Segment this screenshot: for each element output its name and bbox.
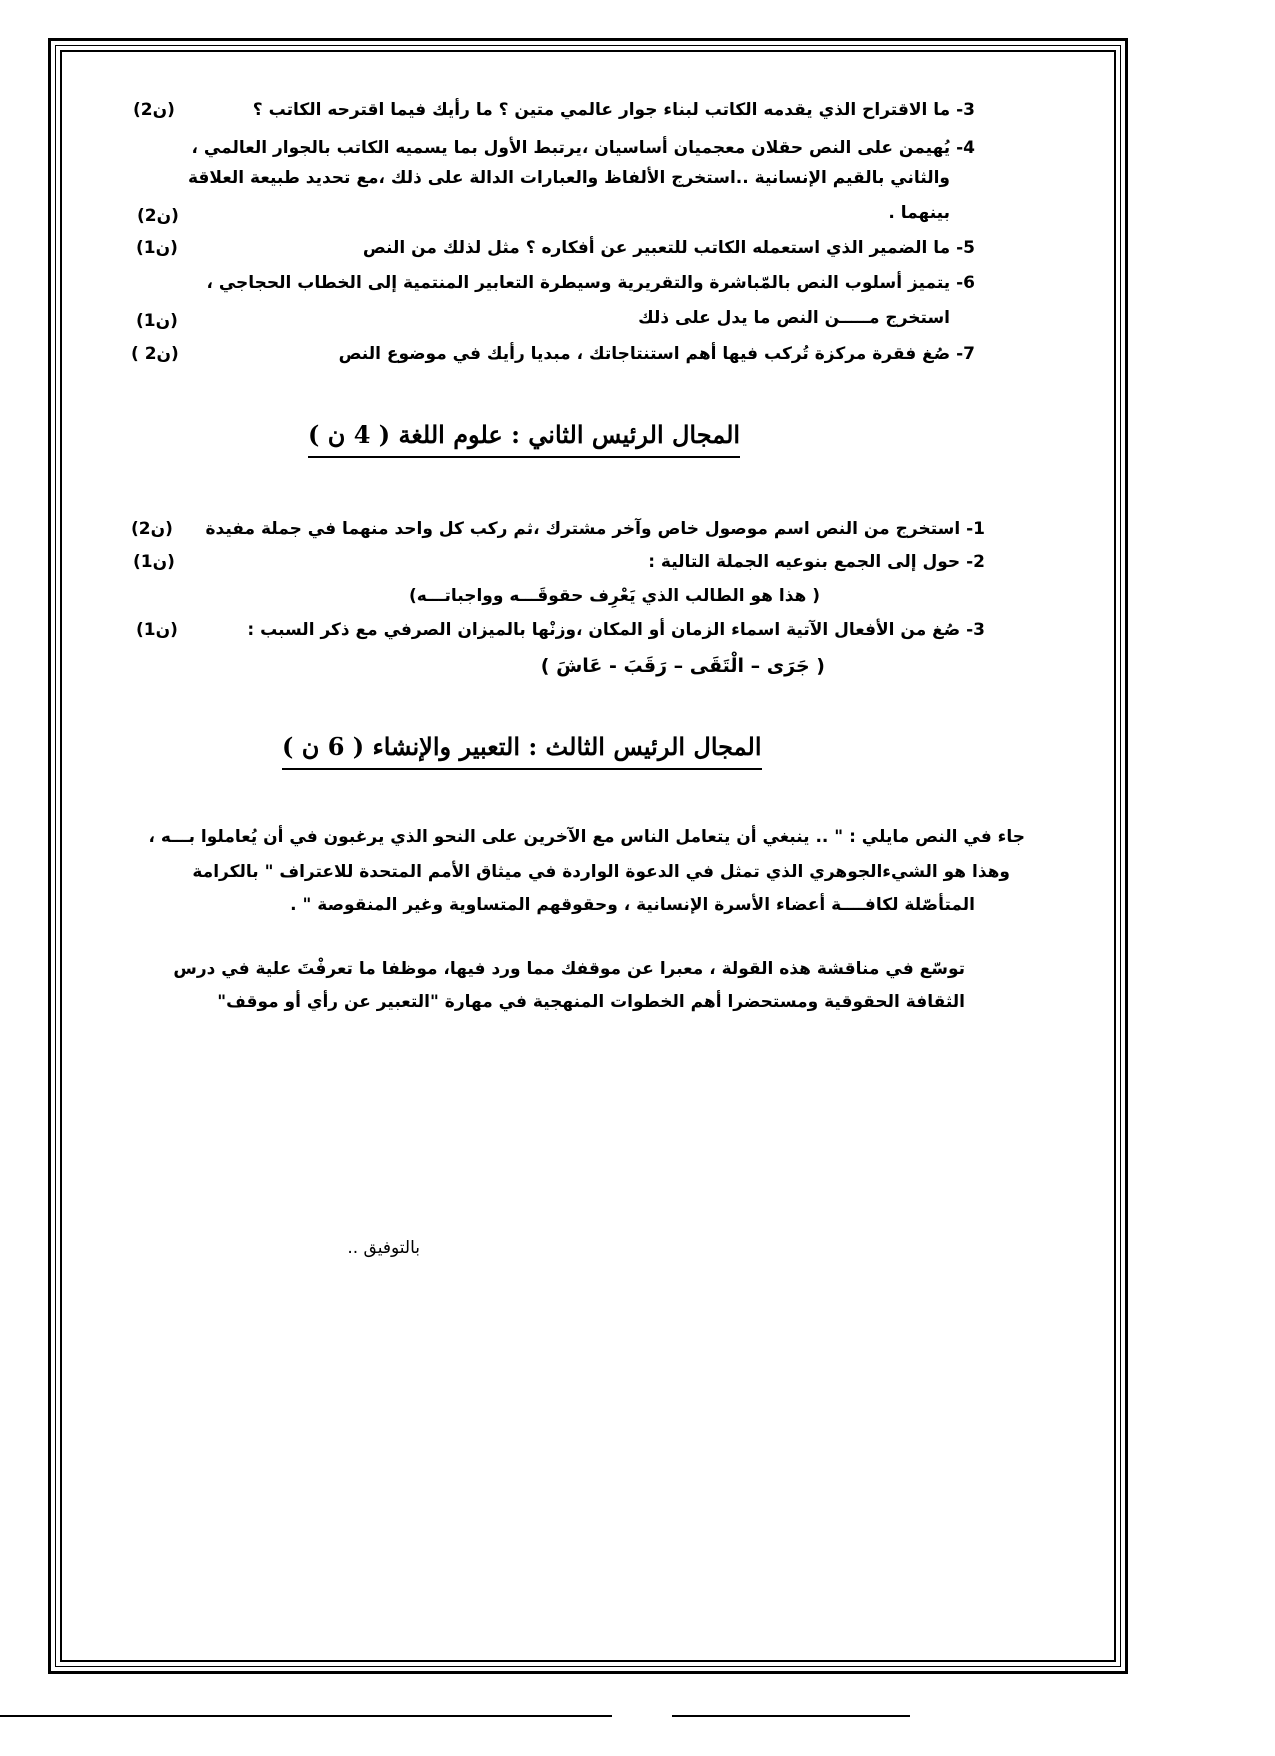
score-q3: (2ن) (133, 100, 175, 120)
score-language-q2: (1ن) (133, 552, 175, 572)
question-6-line-2: استخرج مـــــن النص ما يدل على ذلك (638, 308, 950, 328)
closing-wish: بالتوفيق .. (347, 1238, 420, 1258)
score-q5: (1ن) (136, 238, 178, 258)
section-2-heading: المجال الرئيس الثاني : علوم اللغة ( 4 ن ) (308, 418, 740, 458)
language-question-2-sentence: ( هذا هو الطالب الذي يَعْرِف حقوقَـــه وواجباتـــه) (409, 586, 820, 606)
question-3: 3- ما الاقتراح الذي يقدمه الكاتب لبناء جوار عالمي متين ؟ ما رأيك فيما اقترحه الكاتب ؟ (252, 100, 975, 120)
question-4-line-2: والثاني بالقيم الإنسانية ..استخرج الألفاظ والعبارات الدالة على ذلك ،مع تحديد طبيعة العلاقة (187, 168, 950, 188)
question-4-line-3: بينهما . (888, 203, 950, 223)
footer-rule-right (672, 1715, 910, 1717)
quote-line-2: وهذا هو الشيءالجوهري الذي تمثل في الدعوة الواردة في ميثاق الأمم المتحدة للاعتراف " بالكرامة (192, 862, 1010, 882)
language-question-3: 3- صُغ من الأفعال الآتية اسماء الزمان أو المكان ،وزنْها بالميزان الصرفي مع ذكر السبب : (247, 620, 985, 640)
language-question-2: 2- حول إلى الجمع بنوعيه الجملة التالية : (648, 552, 985, 572)
quote-line-1: جاء في النص مايلي : " .. ينبغي أن يتعامل الناس مع الآخرين على النحو الذي يرغبون في أن يُعاملوا بـــه ، (148, 827, 1025, 847)
language-question-1: 1- استخرج من النص اسم موصول خاص وآخر مشترك ،ثم ركب كل واحد منهما في جملة مفيدة (205, 519, 985, 539)
score-q4: (2ن) (137, 206, 179, 226)
question-5: 5- ما الضمير الذي استعمله الكاتب للتعبير عن أفكاره ؟ مثل لذلك من النص (362, 238, 975, 258)
language-question-3-verbs: ( جَرَى – الْتَقَى – رَقَبَ - عَاشَ ) (540, 655, 825, 677)
score-language-q3: (1ن) (136, 620, 178, 640)
question-4-line-1: 4- يُهيمن على النص حقلان معجميان أساسيان ،يرتبط الأول بما يسميه الكاتب بالجوار العالمي ، (191, 138, 975, 158)
quote-line-3: المتأصّلة لكافــــة أعضاء الأسرة الإنسانية ، وحقوقهم المتساوية وغير المنقوصة " . (290, 895, 975, 915)
writing-task-line-1: توسّع في مناقشة هذه القولة ، معبرا عن موقفك مما ورد فيها، موظفا ما تعرفْتَ علية في درس (173, 959, 965, 979)
question-7: 7- صُغ فقرة مركزة تُركب فيها أهم استنتاجاتك ، مبديا رأيك في موضوع النص (338, 344, 975, 364)
section-3-heading: المجال الرئيس الثالث : التعبير والإنشاء ( 6 ن ) (282, 730, 762, 770)
writing-task-line-2: الثقافة الحقوقية ومستحضرا أهم الخطوات المنهجية في مهارة "التعبير عن رأي أو موقف" (217, 992, 965, 1012)
question-6-line-1: 6- يتميز أسلوب النص بالمّباشرة والتقريرية وسيطرة التعابير المنتمية إلى الخطاب الحجاجي ، (206, 273, 975, 293)
score-q6: (1ن) (136, 311, 178, 331)
score-language-q1: (2ن) (131, 519, 173, 539)
footer-rule-left (0, 1715, 612, 1717)
score-q7: ( 2ن) (131, 344, 179, 364)
